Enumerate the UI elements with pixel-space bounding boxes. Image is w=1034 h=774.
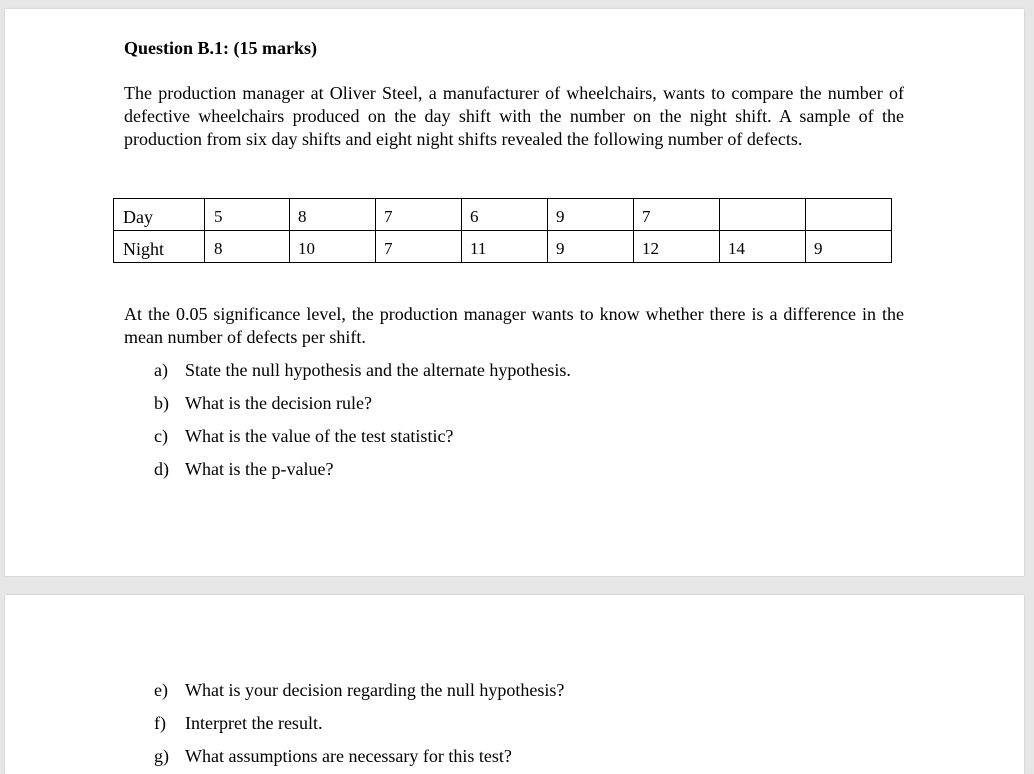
row-label-day: Day [114, 199, 205, 231]
table-cell: 12 [634, 231, 720, 263]
defects-table [113, 198, 892, 263]
table-cell: 5 [205, 199, 290, 231]
question-parts-list [154, 359, 571, 491]
table-cell [720, 199, 806, 231]
part-text: State the null hypothesis and the alternate hypothesis. [185, 360, 571, 380]
list-item [154, 712, 564, 745]
part-text: What is the decision rule? [185, 393, 372, 413]
part-letter: g) [154, 746, 169, 766]
part-text: What is your decision regarding the null hypothesis? [185, 680, 565, 700]
part-letter: f) [154, 713, 166, 733]
question-heading: Question B.1: (15 marks) [124, 38, 317, 58]
list-item [154, 679, 564, 712]
part-letter: e) [154, 680, 168, 700]
table-cell: 8 [290, 199, 376, 231]
table-cell: 7 [376, 199, 462, 231]
table-cell: 9 [548, 199, 634, 231]
table-row-day [114, 199, 892, 231]
part-text: What assumptions are necessary for this test? [185, 746, 512, 766]
table-cell: 10 [290, 231, 376, 263]
part-letter: c) [154, 426, 168, 446]
part-text: What is the value of the test statistic? [185, 426, 454, 446]
table-cell: 14 [720, 231, 806, 263]
list-item [154, 745, 564, 774]
table-cell: 9 [548, 231, 634, 263]
table-cell: 11 [462, 231, 548, 263]
part-text: What is the p-value? [185, 459, 334, 479]
row-label-night: Night [114, 231, 205, 263]
question-parts-list-continued [154, 679, 564, 774]
document-page-2 [5, 595, 1024, 774]
table-cell [806, 199, 892, 231]
table-cell: 7 [634, 199, 720, 231]
table-cell: 9 [806, 231, 892, 263]
part-letter: b) [154, 393, 169, 413]
question-intro: The production manager at Oliver Steel, a manufacturer of wheelchairs, wants to compare the number of defective wheelchairs produced on the day shift with the number on the night shift. A sample of the production from six day shifts and eight night shifts revealed the following number of defects. [124, 83, 904, 149]
table-cell: 7 [376, 231, 462, 263]
table-cell: 6 [462, 199, 548, 231]
part-letter: d) [154, 459, 169, 479]
significance-paragraph: At the 0.05 significance level, the production manager wants to know whether there is a difference in the mean number of defects per shift. [124, 304, 904, 347]
table-cell: 8 [205, 231, 290, 263]
document-page-1 [5, 9, 1024, 576]
list-item [154, 425, 571, 458]
list-item [154, 458, 571, 491]
list-item [154, 392, 571, 425]
table-row-night [114, 231, 892, 263]
list-item [154, 359, 571, 392]
part-letter: a) [154, 360, 168, 380]
part-text: Interpret the result. [185, 713, 323, 733]
